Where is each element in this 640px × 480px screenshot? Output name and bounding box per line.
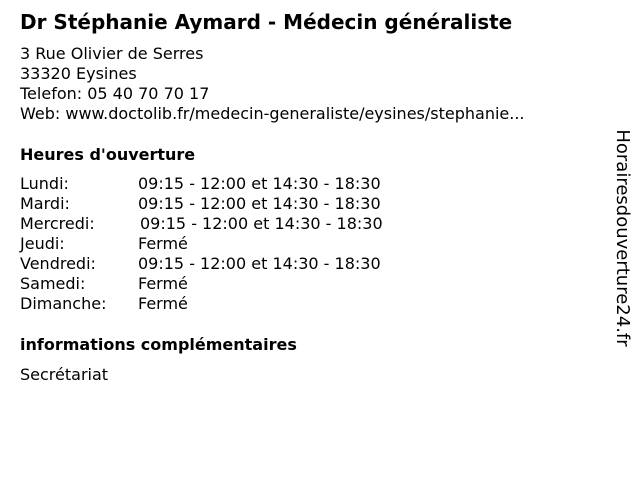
day-label: Jeudi: [20,234,65,253]
site-watermark: Horairesdouverture24.fr [612,129,633,347]
day-label: Vendredi: [20,254,96,273]
day-label: Lundi: [20,174,69,193]
contact-info [20,44,525,124]
page-title: Dr Stéphanie Aymard - Médecin généraliste [20,10,513,34]
website-link[interactable]: Web: www.doctolib.fr/medecin-generaliste/eysines/stephanie... [20,104,525,123]
address-city: 33320 Eysines [20,64,137,83]
time-value: 09:15 - 12:00 et 14:30 - 18:30 [138,174,381,193]
hours-heading: Heures d'ouverture [20,145,196,164]
day-label: Mercredi: [20,214,95,233]
time-value: Fermé [138,234,188,253]
day-label: Mardi: [20,194,70,213]
address-street: 3 Rue Olivier de Serres [20,44,204,63]
time-value: Fermé [138,274,188,293]
extra-info-text: Secrétariat [20,365,109,384]
time-value: 09:15 - 12:00 et 14:30 - 18:30 [138,254,381,273]
extra-info-heading: informations complémentaires [20,335,297,354]
phone-number: Telefon: 05 40 70 70 17 [20,84,210,103]
time-value: 09:15 - 12:00 et 14:30 - 18:30 [138,194,381,213]
day-label: Samedi: [20,274,86,293]
time-value: Fermé [138,294,188,313]
time-value: 09:15 - 12:00 et 14:30 - 18:30 [140,214,383,233]
day-label: Dimanche: [20,294,107,313]
